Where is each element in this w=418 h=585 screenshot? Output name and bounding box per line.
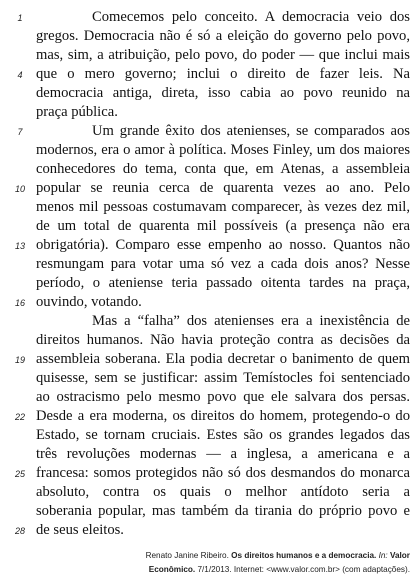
text-line: gregos. Democracia não é só a eleição do governo pelo povo,: [36, 28, 410, 44]
line-number: 7: [17, 127, 23, 137]
text-line: popular se reunia cerca de quarenta vezes ao ano. Pelo: [36, 180, 410, 196]
text-line: ouvindo, votando.: [36, 294, 142, 310]
line-number: 16: [14, 298, 25, 308]
source-title: Os direitos humanos e a democracia.: [231, 551, 377, 560]
text-line: Desde a era moderna, os direitos do homem, protegendo-o do: [36, 408, 410, 424]
text-line: ao ostracismo pelo mesmo povo que ele salvara dos persas.: [36, 389, 410, 405]
line-number: 1: [17, 13, 23, 23]
source-in-label: In:: [378, 551, 388, 560]
text-line: absoluto, contra os quais o melhor antídoto seria a: [36, 484, 410, 500]
source-publication: Valor Econômico.: [148, 551, 410, 574]
text-line: que o mero governo; inclui o direito de fazer leis. Na: [36, 66, 410, 82]
text-line: três revoluções modernas — a inglesa, a americana e a: [36, 446, 410, 462]
line-number: 25: [14, 469, 25, 479]
line-number: 28: [14, 526, 25, 536]
text-line: período, o ateniense teria passado oitenta tardes na praça,: [36, 275, 410, 291]
text-line: obrigatória). Comparo esse empenho ao nosso. Quantos não: [36, 237, 410, 253]
text-line: quisesse, sem se justificar: assim Temístocles foi sentenciado: [36, 370, 410, 386]
text-line: resmungam para votar uma só vez a cada dois anos? Nesse: [36, 256, 410, 272]
text-line: de seus eleitos.: [36, 522, 124, 538]
text-line: praça pública.: [36, 104, 118, 120]
line-number: 10: [14, 184, 25, 194]
text-line: Mas a “falha” dos atenienses era a inexistência de: [92, 313, 410, 329]
line-number: 22: [14, 412, 25, 422]
text-line: mas, sim, a atribuição, pelo povo, do poder — que inclui mais: [36, 47, 410, 63]
source-citation: [110, 549, 410, 577]
text-line: soberania popular, mas também da tirania do próprio povo e: [36, 503, 410, 519]
line-number: 4: [17, 70, 23, 80]
text-line: francesa: somos protegidos não só dos desmandos do monarca: [36, 465, 410, 481]
text-line: Um grande êxito dos atenienses, se comparados aos: [92, 123, 410, 139]
source-author: Renato Janine Ribeiro.: [145, 551, 229, 560]
source-details: 7/1/2013. Internet: <www.valor.com.br> (com adaptações).: [197, 565, 410, 574]
text-line: Estado, se tornam cruciais. Estes são os grandes legados das: [36, 427, 410, 443]
text-line: de um total de quarenta mil possíveis (a presença não era: [36, 218, 410, 234]
line-number: 19: [14, 355, 25, 365]
text-line: menos mil pessoas costumavam comparecer, às vezes dez mil,: [36, 199, 410, 215]
text-line: assembleia soberana. Ela podia decretar o banimento de quem: [36, 351, 410, 367]
line-number: 13: [14, 241, 25, 251]
text-line: conhecedores do tema, conta que, em Atenas, a assembleia: [36, 161, 410, 177]
text-line: modernos, era o amor à política. Moses Finley, um dos maiores: [36, 142, 410, 158]
text-line: democracia antiga, direta, isso cabia ao povo reunido na: [36, 85, 410, 101]
text-line: direitos humanos. Não havia proteção contra as decisões da: [36, 332, 410, 348]
text-line: Comecemos pelo conceito. A democracia veio dos: [92, 9, 410, 25]
